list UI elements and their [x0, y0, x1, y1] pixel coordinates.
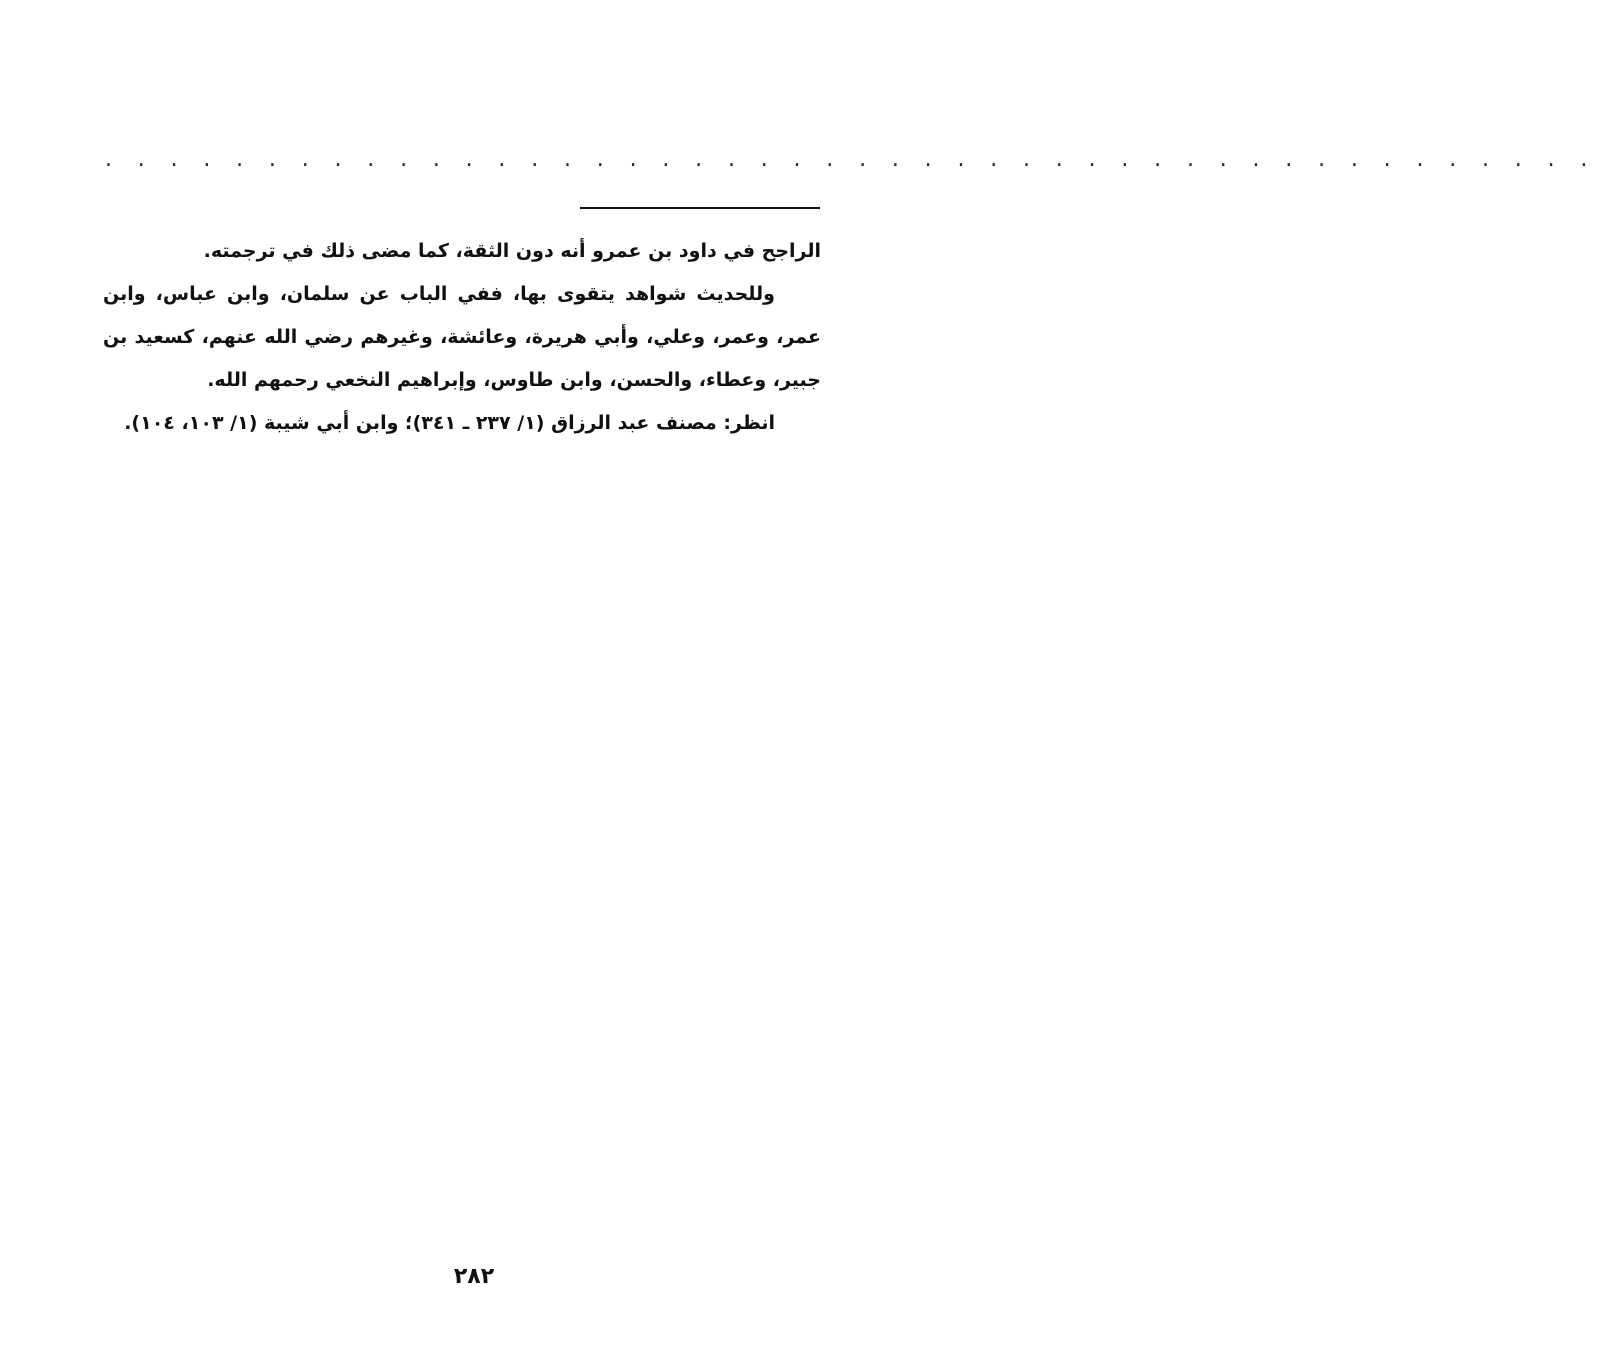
footnote-paragraph-3: انظر: مصنف عبد الرزاق (١/ ٢٣٧ ـ ٣٤١)؛ وابن أبي شيبة (١/ ١٠٣، ١٠٤).	[124, 412, 775, 434]
dotted-separator: . . . . . . . . . . . . . . . . . . . . . . . . . . . . . . . . . . . . . . . . . . . . . .	[105, 147, 1597, 172]
footnote-block	[103, 230, 821, 445]
footnote-separator-line	[580, 207, 820, 209]
footnote-paragraph-1: الراجح في داود بن عمرو أنه دون الثقة، كما مضى ذلك في ترجمته.	[203, 240, 821, 262]
page-number: ٢٨٢	[453, 1264, 495, 1289]
footnote-paragraph-2: وللحديث شواهد يتقوى بها، ففي الباب عن سلمان، وابن عباس، وابن عمر، وعمر، وعلي، وأبي هريرة، وعائشة، وغيرهم رضي الله عنهم، كسعيد بن جبير، وعطاء، والحسن، وابن طاوس، وإبراهيم النخعي رحمهم الله.	[103, 283, 821, 391]
